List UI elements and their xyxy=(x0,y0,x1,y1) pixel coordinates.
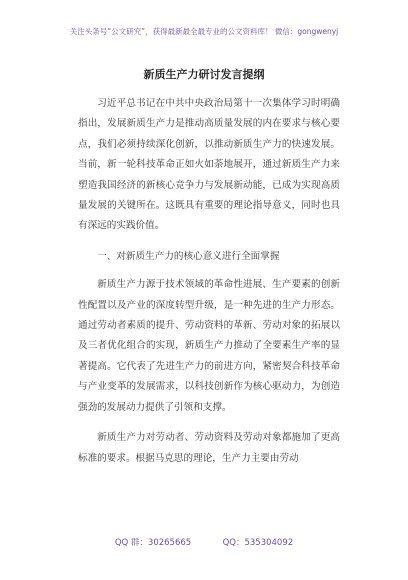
section-heading: 一、对新质生产力的核心意义进行全面掌握 xyxy=(97,250,280,262)
footer xyxy=(0,536,408,548)
intro-paragraph: 习近平总书记在中共中央政治局第十一次集体学习时明确指出，发展新质生产力是推动高质量发展的内在要求与核心要点，我们必须持续深化创新，以推动新质生产力的快速发展。当前，新一轮科技革命正如火如荼地展开，通过新质生产力来塑造我国经济的新核心竞争力与发展新动能，已成为实现高质量发展的关键所在。这既具有重要的理论指导意义，同时也具有深远的实践价值。 xyxy=(78,98,340,232)
document-title: 新质生产力研讨发言提纲 xyxy=(143,68,265,81)
document-body xyxy=(78,94,340,469)
section-paragraph: 新质生产力源于技术领域的革命性进展、生产要素的创新性配置以及产业的深度转型升级，是一种先进的生产力形态。通过劳动者素质的提升、劳动资料的革新、劳动对象的拓展以及三者优化组合的实现，新质生产力推动了全要素生产率的显著提高。它代表了先进生产力的前进方向，紧密契合科技革命与产业变革的发展需求，以科技创新作为核心驱动力，为创造强劲的发展动力提供了引领和支撑。 xyxy=(78,279,340,413)
section-paragraph: 新质生产力对劳动者、劳动资料及劳动对象都施加了更高标准的要求。根据马克思的理论，生产力主要由劳动 xyxy=(78,432,340,464)
header-banner: 关注头条号“公文研究”，获得最新最全最专业的公文资料库！ 微信：gongwenyj xyxy=(69,27,339,36)
footer-qq-group: QQ 群：30265665 xyxy=(114,538,192,548)
footer-qq: QQ：535304092 xyxy=(222,538,294,548)
